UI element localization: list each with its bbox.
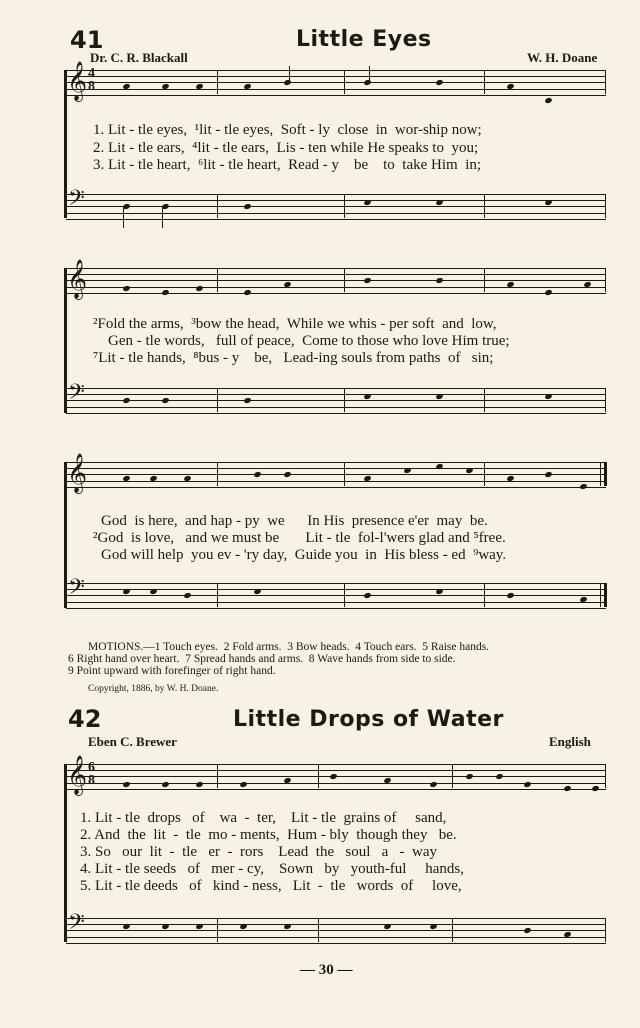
barline	[318, 764, 319, 788]
lyric-line: 1. Lit - tle eyes, ¹lit - tle eyes, Soft - ly close in wor-ship now;	[93, 122, 482, 138]
barline	[318, 918, 319, 942]
barline	[484, 70, 485, 94]
barline	[605, 918, 606, 942]
lyric-line: God is here, and hap - py we In His presence e'er may be.	[101, 513, 488, 529]
bass-clef-icon: 𝄢	[68, 910, 85, 940]
barline	[484, 268, 485, 292]
barline	[344, 70, 345, 94]
lyric-line: 3. So our lit - tle er - rors Lead the soul a - way	[80, 844, 438, 860]
barline	[344, 268, 345, 292]
hymn-author-42: Eben C. Brewer	[88, 734, 177, 749]
barline	[452, 918, 453, 942]
barline	[605, 194, 606, 218]
barline	[344, 388, 345, 412]
barline	[600, 462, 601, 486]
barline	[217, 583, 218, 607]
barline	[484, 462, 485, 486]
note-stem	[289, 66, 290, 82]
treble-clef-icon: 𝄞	[67, 61, 88, 101]
note-head	[544, 97, 552, 104]
barline	[605, 388, 606, 412]
lyric-line: ²God is love, and we must be Lit - tle fol-l'wers glad and ⁵free.	[93, 530, 506, 546]
hymn-title-42: Little Drops of Water	[233, 707, 504, 732]
lyric-line: 2. And the lit - tle mo - ments, Hum - bly though they be.	[80, 827, 457, 843]
lyric-line: ⁷Lit - tle hands, ⁸bus - y be, Lead-ing souls from paths of sin;	[93, 350, 494, 366]
barline	[605, 764, 606, 788]
lyric-line: God will help you ev - 'ry day, Guide you in His bless - ed ⁹way.	[101, 547, 507, 563]
barline	[484, 194, 485, 218]
barline	[344, 583, 345, 607]
bass-clef-icon: 𝄢	[68, 186, 85, 216]
barline	[600, 583, 601, 607]
barline	[605, 268, 606, 292]
note-stem	[162, 206, 163, 228]
barline	[605, 70, 606, 94]
motions-line: 6 Right hand over heart. 7 Spread hands and arms. 8 Wave hands from side to side.	[68, 653, 456, 665]
bass-staff	[66, 388, 606, 414]
barline	[217, 918, 218, 942]
barline	[484, 583, 485, 607]
barline	[217, 194, 218, 218]
treble-clef-icon: 𝄞	[67, 755, 88, 795]
hymn-number-42: 42	[68, 705, 102, 733]
hymn-composer-42: English	[549, 734, 591, 749]
hymn-composer-41: W. H. Doane	[527, 50, 598, 65]
treble-staff	[66, 268, 606, 294]
treble-clef-icon: 𝄞	[67, 453, 88, 493]
lyric-line: Gen - tle words, full of peace, Come to those who love Him true;	[108, 333, 510, 349]
lyric-line: 1. Lit - tle drops of wa - ter, Lit - tle grains of sand,	[80, 810, 447, 826]
hymn-author-41: Dr. C. R. Blackall	[90, 50, 188, 65]
bass-staff	[66, 194, 606, 220]
barline	[344, 194, 345, 218]
copyright-notice: Copyright, 1886, by W. H. Doane.	[88, 684, 219, 694]
barline	[484, 388, 485, 412]
lyric-line: 5. Lit - tle deeds of kind - ness, Lit - tle words of love,	[80, 878, 462, 894]
treble-clef-icon: 𝄞	[67, 259, 88, 299]
hymn-title-41: Little Eyes	[296, 27, 432, 52]
lyric-line: ²Fold the arms, ³bow the head, While we whis - per soft and low,	[93, 316, 497, 332]
barline	[344, 462, 345, 486]
time-signature: 4 8	[88, 66, 95, 94]
page-number: — 30 —	[300, 962, 353, 978]
note-head	[161, 289, 169, 296]
barline	[217, 388, 218, 412]
lyric-line: 4. Lit - tle seeds of mer - cy, Sown by youth-ful hands,	[80, 861, 464, 877]
note-head	[243, 289, 251, 296]
motions-line: 9 Point upward with forefinger of right hand.	[68, 665, 276, 677]
final-barline	[604, 462, 607, 486]
bass-clef-icon: 𝄢	[68, 380, 85, 410]
treble-staff	[66, 462, 606, 488]
barline	[217, 764, 218, 788]
note-head	[579, 483, 587, 490]
lyric-line: 2. Lit - tle ears, ⁴lit - tle ears, Lis - ten while He speaks to you;	[93, 140, 479, 156]
note-stem	[123, 206, 124, 228]
hymn-number-41: 41	[70, 26, 104, 54]
barline	[217, 268, 218, 292]
lyric-line: 3. Lit - tle heart, ⁶lit - tle heart, Read - y be to take Him in;	[93, 157, 482, 173]
barline	[217, 462, 218, 486]
bass-clef-icon: 𝄢	[68, 575, 85, 605]
barline	[452, 764, 453, 788]
time-signature: 6 8	[88, 760, 95, 788]
system-brace	[64, 764, 67, 942]
final-barline	[604, 583, 607, 607]
note-head	[563, 785, 571, 792]
barline	[217, 70, 218, 94]
treble-staff	[66, 70, 606, 96]
note-head	[591, 785, 599, 792]
motions-line: MOTIONS.—1 Touch eyes. 2 Fold arms. 3 Bow heads. 4 Touch ears. 5 Raise hands.	[88, 641, 490, 653]
bass-staff	[66, 583, 606, 609]
note-head	[544, 289, 552, 296]
note-stem	[369, 66, 370, 82]
